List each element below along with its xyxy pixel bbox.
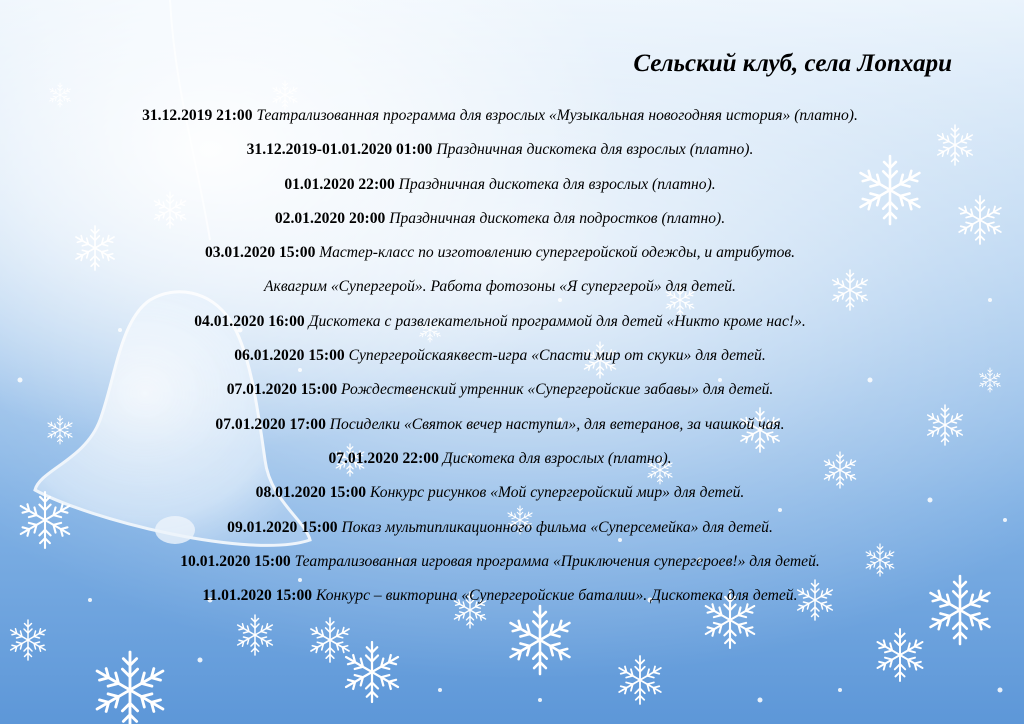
event-item bbox=[0, 202, 1000, 236]
event-datetime: 31.12.2019 21:00 bbox=[142, 107, 253, 124]
event-datetime: 06.01.2020 15:00 bbox=[234, 347, 345, 365]
event-datetime: 01.01.2020 22:00 bbox=[284, 175, 395, 193]
event-description: Праздничная дискотека для подростков (платно). bbox=[389, 209, 726, 227]
event-datetime: 03.01.2020 15:00 bbox=[204, 244, 316, 262]
event-datetime: 07.01.2020 15:00 bbox=[226, 381, 338, 399]
event-item bbox=[0, 442, 1000, 476]
event-description: Конкурс – викторина «Супергеройские баталии». Дискотека для детей. bbox=[315, 587, 798, 605]
event-item bbox=[0, 339, 1000, 373]
event-datetime: 07.01.2020 22:00 bbox=[328, 449, 439, 467]
event-datetime: 10.01.2020 15:00 bbox=[180, 552, 291, 570]
event-description: Праздничная дискотека для взрослых (платно). bbox=[398, 175, 716, 193]
event-description: Праздничная дискотека для взрослых (платно). bbox=[436, 141, 754, 159]
event-datetime: 04.01.2020 16:00 bbox=[194, 312, 305, 330]
event-description: Конкурс рисунков «Мой супергеройский мир» для детей. bbox=[370, 484, 745, 502]
event-item bbox=[0, 408, 1000, 442]
page-title: Сельский клуб, села Лопхари bbox=[633, 50, 952, 77]
event-description: Мастер-класс по изготовлению супергеройской одежды, и атрибутов. bbox=[319, 244, 796, 262]
event-datetime: 11.01.2020 15:00 bbox=[202, 587, 313, 605]
event-description: Посиделки «Святок вечер наступил», для ветеранов, за чашкой чая. bbox=[329, 415, 785, 433]
event-description: Показ мультипликационного фильма «Суперсемейка» для детей. bbox=[341, 518, 773, 536]
event-description: Супергеройскаяквест-игра «Спасти мир от скуки» для детей. bbox=[348, 347, 766, 365]
event-datetime: 02.01.2020 20:00 bbox=[274, 209, 386, 227]
event-description: Аквагрим «Супергерой». Работа фотозоны «Я супергерой» для детей. bbox=[264, 278, 736, 296]
event-item bbox=[0, 133, 1000, 167]
event-item bbox=[0, 168, 1000, 202]
event-item bbox=[0, 511, 1000, 545]
event-list bbox=[0, 99, 1000, 613]
event-datetime: 31.12.2019-01.01.2020 01:00 bbox=[246, 141, 433, 159]
event-item bbox=[0, 305, 1000, 339]
event-item bbox=[0, 545, 1000, 579]
event-item bbox=[0, 579, 1000, 613]
event-datetime: 07.01.2020 17:00 bbox=[215, 415, 326, 433]
event-item bbox=[0, 373, 1000, 407]
event-item bbox=[0, 476, 1000, 510]
event-description: Театрализованная программа для взрослых «Музыкальная новогодняя история» (платно). bbox=[256, 107, 858, 124]
event-item bbox=[0, 270, 1000, 304]
event-item bbox=[0, 99, 1000, 133]
event-datetime: 09.01.2020 15:00 bbox=[227, 518, 338, 536]
event-description: Театрализованная игровая программа «Приключения супергероев!» для детей. bbox=[294, 552, 820, 570]
event-description: Дискотека с развлекательной программой для детей «Никто кроме нас!». bbox=[308, 312, 806, 330]
event-item bbox=[0, 236, 1000, 270]
event-description: Дискотека для взрослых (платно). bbox=[442, 449, 672, 467]
event-description: Рождественский утренник «Супергеройские забавы» для детей. bbox=[341, 381, 774, 399]
event-datetime: 08.01.2020 15:00 bbox=[255, 484, 367, 502]
